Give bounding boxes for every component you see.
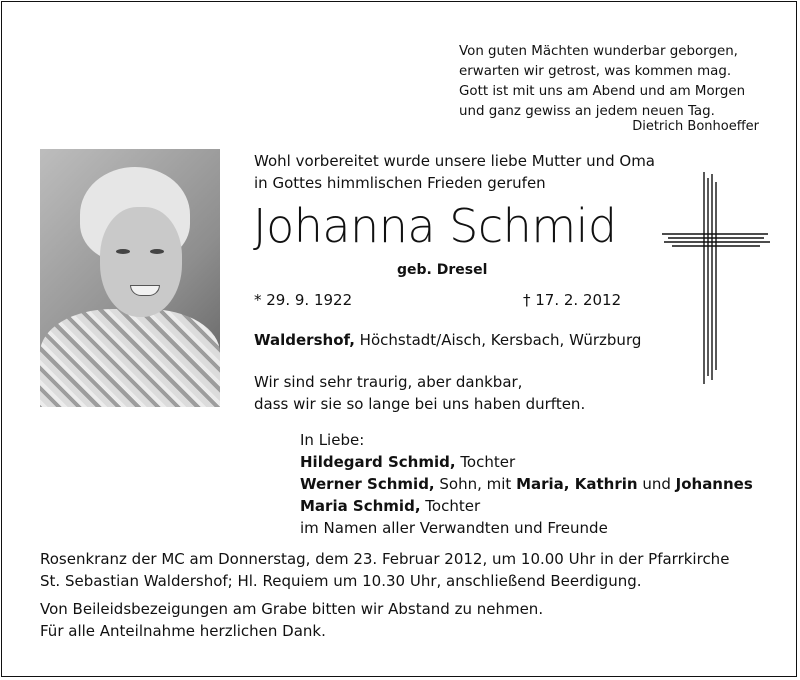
- poem-line: Von guten Mächten wunderbar geborgen,: [459, 44, 738, 59]
- thanks-line: Für alle Anteilnahme herzlichen Dank.: [40, 622, 326, 640]
- service-info: [40, 548, 729, 592]
- family-heading: In Liebe:: [300, 431, 365, 449]
- poem-line: erwarten wir getrost, was kommen mag.: [459, 64, 732, 79]
- member-name: Werner Schmid,: [300, 475, 435, 493]
- family-member: [300, 473, 753, 495]
- service-line: Rosenkranz der MC am Donnerstag, dem 23. Februar 2012, um 10.00 Uhr in der Pfarrkirche: [40, 550, 730, 568]
- mourning-line: dass wir sie so lange bei uns haben durften.: [254, 395, 586, 413]
- family-member: [300, 451, 753, 473]
- poem: [459, 42, 779, 122]
- grandchild-name: Johannes: [675, 475, 753, 493]
- birth-date: * 29. 9. 1922: [254, 291, 353, 309]
- mourning-text: [254, 371, 585, 415]
- other-places: Höchstadt/Aisch, Kersbach, Würzburg: [354, 331, 642, 349]
- mourning-line: Wir sind sehr traurig, aber dankbar,: [254, 373, 523, 391]
- grandchildren-names: Maria, Kathrin: [516, 475, 638, 493]
- places-line: [254, 331, 641, 349]
- portrait-photo: [40, 149, 220, 407]
- thanks-text: [40, 598, 543, 642]
- cross-icon: [660, 170, 772, 386]
- conjunction: und: [637, 475, 676, 493]
- maiden-name: geb. Dresel: [397, 262, 488, 278]
- thanks-line: Von Beileidsbezeigungen am Grabe bitten wir Abstand zu nehmen.: [40, 600, 544, 618]
- member-relation: Tochter: [455, 453, 516, 471]
- member-name: Maria Schmid,: [300, 497, 421, 515]
- poem-line: Gott ist mit uns am Abend und am Morgen: [459, 84, 746, 99]
- member-relation: Tochter: [420, 497, 481, 515]
- family-list: [300, 429, 753, 539]
- death-date: † 17. 2. 2012: [523, 291, 622, 309]
- family-closing: im Namen aller Verwandten und Freunde: [300, 519, 608, 537]
- intro-line: in Gottes himmlischen Frieden gerufen: [254, 174, 546, 192]
- member-name: Hildegard Schmid,: [300, 453, 456, 471]
- poem-line: und ganz gewiss an jedem neuen Tag.: [459, 104, 715, 119]
- service-line: St. Sebastian Waldershof; Hl. Requiem um 10.30 Uhr, anschließend Beerdigung.: [40, 572, 642, 590]
- poem-author: Dietrich Bonhoeffer: [632, 119, 759, 134]
- main-place: Waldershof,: [254, 331, 355, 349]
- deceased-name: Johanna Schmid: [253, 199, 617, 253]
- family-member: [300, 495, 753, 517]
- intro-line: Wohl vorbereitet wurde unsere liebe Mutter und Oma: [254, 152, 655, 170]
- intro-text: [254, 150, 655, 194]
- member-relation: Sohn, mit: [434, 475, 517, 493]
